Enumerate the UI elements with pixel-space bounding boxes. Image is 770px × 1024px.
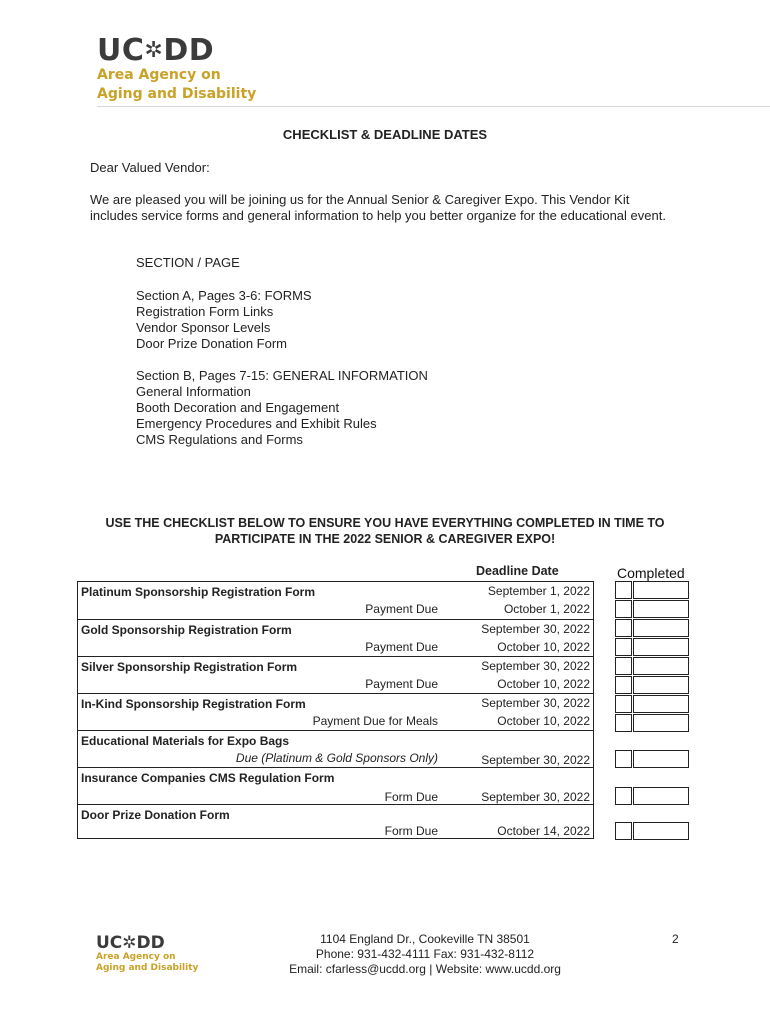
- footer-logo: [96, 934, 198, 974]
- form-name: Educational Materials for Expo Bags: [81, 734, 290, 748]
- table-row: [78, 619, 593, 657]
- payment-date: October 10, 2022: [497, 640, 590, 654]
- payment-label: Payment Due: [365, 677, 438, 691]
- deadline-date: September 30, 2022: [481, 753, 590, 767]
- logo-wordmark: UC✲DD: [97, 33, 215, 68]
- deadline-date: September 30, 2022: [481, 696, 590, 710]
- payment-date: October 1, 2022: [503, 602, 590, 616]
- deadline-date: September 30, 2022: [481, 790, 590, 804]
- payment-label: Payment Due for Meals: [312, 714, 438, 728]
- toc-item: Door Prize Donation Form: [136, 336, 287, 351]
- completed-checkbox[interactable]: [615, 600, 689, 618]
- completed-checkbox[interactable]: [615, 619, 689, 637]
- footer-logo-wordmark: UC✲DD: [96, 933, 165, 953]
- toc-item: Vendor Sponsor Levels: [136, 320, 271, 335]
- footer-logo-line-2: Aging and Disability: [96, 963, 199, 973]
- due-label: Due (Platinum & Gold Sponsors Only): [235, 751, 438, 765]
- completed-checkbox[interactable]: [615, 638, 689, 656]
- deadline-date: September 30, 2022: [481, 659, 590, 673]
- footer-email-website: Email: cfarless@ucdd.org | Website: www.ucdd.org: [289, 962, 561, 976]
- deadline-date: September 30, 2022: [481, 622, 590, 636]
- payment-label: Payment Due: [365, 602, 438, 616]
- completed-checkbox[interactable]: [615, 787, 689, 805]
- table-row: [78, 767, 593, 805]
- form-name: Silver Sponsorship Registration Form: [81, 660, 298, 674]
- toc-section-a: [136, 288, 312, 352]
- completed-checkbox[interactable]: [615, 657, 689, 675]
- logo-line-1: Area Agency on: [97, 67, 221, 83]
- form-name: Insurance Companies CMS Regulation Form: [81, 771, 335, 785]
- star-icon: ✲: [144, 38, 164, 63]
- completed-checkbox[interactable]: [615, 750, 689, 768]
- table-row: [78, 656, 593, 694]
- payment-date: October 10, 2022: [497, 714, 590, 728]
- table-row: [78, 730, 593, 768]
- toc-item: Booth Decoration and Engagement: [136, 400, 340, 415]
- footer-address: 1104 England Dr., Cookeville TN 38501: [320, 932, 530, 946]
- table-row: [78, 804, 593, 839]
- greeting: Dear Valued Vendor:: [90, 160, 210, 175]
- checklist-instructions: USE THE CHECKLIST BELOW TO ENSURE YOU HAVE EVERYTHING COMPLETED IN TIME TO PARTICIPATE IN THE 2022 SENIOR & CAREGIVER EXPO!: [105, 516, 665, 546]
- toc-heading: SECTION / PAGE: [136, 255, 240, 270]
- toc-item: Emergency Procedures and Exhibit Rules: [136, 416, 377, 431]
- payment-label: Payment Due: [365, 640, 438, 654]
- footer-logo-line-1: Area Agency on: [96, 952, 176, 962]
- footer-contact: [260, 932, 590, 977]
- form-name: In-Kind Sponsorship Registration Form: [81, 697, 306, 711]
- form-name: Door Prize Donation Form: [81, 808, 230, 822]
- intro-paragraph: We are pleased you will be joining us for the Annual Senior & Caregiver Expo. This Vendor Kit includes service forms and general information to help you better organize for the educational event.: [90, 192, 666, 223]
- toc-section-b-title: Section B, Pages 7-15: GENERAL INFORMATION: [136, 368, 428, 383]
- page-title: CHECKLIST & DEADLINE DATES: [282, 127, 488, 142]
- page-number: 2: [672, 932, 679, 946]
- table-row: [78, 693, 593, 731]
- due-label: Form Due: [384, 790, 438, 804]
- header-divider: [97, 106, 770, 107]
- completed-checkbox[interactable]: [615, 714, 689, 732]
- deadline-date: October 14, 2022: [497, 824, 590, 838]
- table-row: [78, 582, 593, 619]
- deadline-date: September 1, 2022: [487, 584, 590, 598]
- payment-date: October 10, 2022: [497, 677, 590, 691]
- completed-header: Completed: [617, 565, 685, 581]
- toc-item: General Information: [136, 384, 251, 399]
- toc-item: CMS Regulations and Forms: [136, 432, 303, 447]
- toc-section-b: [136, 368, 428, 448]
- toc-item: Registration Form Links: [136, 304, 274, 319]
- due-label: Form Due: [384, 824, 438, 838]
- completed-checkbox[interactable]: [615, 676, 689, 694]
- logo-line-2: Aging and Disability: [97, 86, 257, 102]
- completed-checkbox[interactable]: [615, 822, 689, 840]
- ucdd-logo: [97, 33, 257, 104]
- form-name: Platinum Sponsorship Registration Form: [81, 585, 316, 599]
- form-name: Gold Sponsorship Registration Form: [81, 623, 292, 637]
- toc-section-a-title: Section A, Pages 3-6: FORMS: [136, 288, 312, 303]
- checklist-table: [77, 581, 594, 839]
- deadline-date-header: Deadline Date: [476, 564, 559, 578]
- completed-checkbox[interactable]: [615, 695, 689, 713]
- footer-phone: Phone: 931-432-4111 Fax: 931-432-8112: [315, 947, 535, 961]
- completed-checkbox[interactable]: [615, 581, 689, 599]
